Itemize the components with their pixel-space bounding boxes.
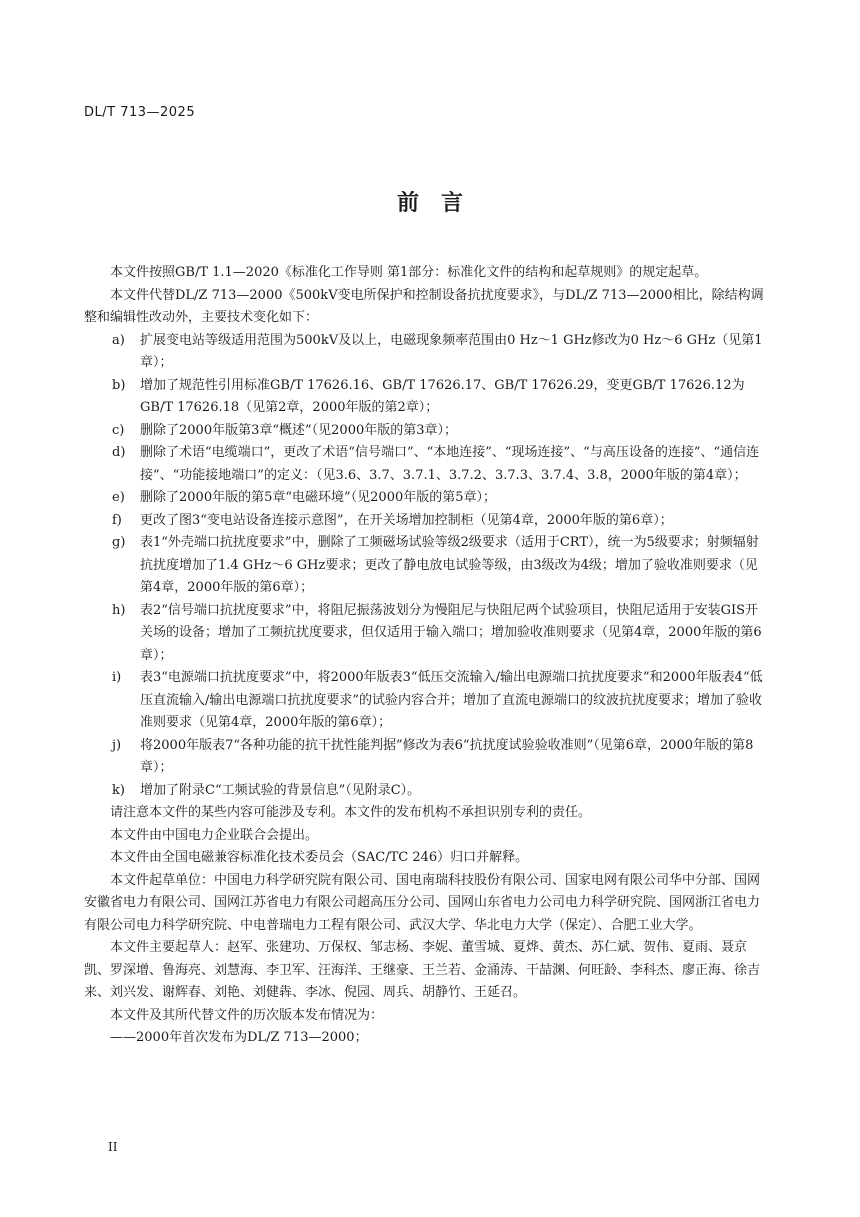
- list-marker: c): [112, 422, 125, 438]
- document-code: DL/T 713—2025: [84, 105, 196, 120]
- list-item: [84, 532, 766, 600]
- list-marker: d): [112, 445, 126, 460]
- document-body: [84, 262, 766, 1050]
- list-marker: k): [112, 782, 125, 798]
- list-marker: j): [112, 737, 122, 753]
- paragraph-replacement: 本文件代替DL/Z 713—2000《500kV变电所保护和控制设备抗扰度要求》，与DL/Z 713—2000相比，除结构调整和编辑性改动外，主要技术变化如下：: [84, 287, 764, 325]
- list-item-text: 扩展变电站等级适用范围为500kV及以上，电磁现象频率范围由0 Hz～1 GHz修改为0 Hz～6 GHz（见第1章）；: [140, 332, 763, 370]
- list-item: [84, 375, 766, 420]
- list-item: [84, 510, 766, 533]
- list-item: [84, 330, 766, 375]
- list-item-text: 表2“信号端口抗扰度要求”中，将阻尼振荡波划分为慢阻尼与快阻尼两个试验项目，快阻尼适用于安装GIS开关场的设备；增加了工频抗扰度要求，但仅适用于输入端口；增加验收准则要求（见第4章，2000年版的第6章）；: [140, 602, 762, 663]
- list-marker: b): [112, 377, 126, 393]
- paragraph-drafters: 本文件主要起草人：赵军、张建功、万保权、邹志杨、李妮、董雪城、夏烨、黄杰、苏仁斌、贺伟、夏雨、聂京凯、罗深增、鲁海亮、刘慧海、李卫军、汪海洋、王继豪、王兰若、金涌涛、干喆渊、何旺龄、李科杰、廖正海、徐吉来、刘兴发、谢辉春、刘艳、刘健犇、李冰、倪园、周兵、胡静竹、王延召。: [84, 940, 761, 1000]
- list-item-text: 表3“电源端口抗扰度要求”中，将2000年版表3“低压交流输入/输出电源端口抗扰度要求”和2000年版表4“低压直流输入/输出电源端口抗扰度要求”的试验内容合并；增加了直流电源端口的纹波抗扰度要求；增加了验收准则要求（见第4章，2000年版的第6章）；: [140, 670, 763, 730]
- list-item: [84, 442, 766, 487]
- page-number: II: [108, 1140, 118, 1154]
- list-item-text: 更改了图3“变电站设备连接示意图”，在开关场增加控制柜（见第4章，2000年版的第6章）；: [140, 512, 673, 528]
- list-item: [84, 667, 766, 735]
- paragraph-proposer: 本文件由中国电力企业联合会提出。: [110, 827, 319, 843]
- list-item-text: 增加了附录C“工频试验的背景信息”（见附录C）。: [140, 782, 421, 798]
- list-item-text: 删除了术语“电缆端口”，更改了术语“信号端口”、“本地连接”、“现场连接”、“与高压设备的连接”、“通信连接”、“功能接地端口”的定义：（见3.6、3.7、3.7.1、3.7.2、3.7.3、3.7.4、3.8，2000年版的第4章）；: [140, 445, 760, 483]
- list-item-text: 将2000年版表7“各种功能的抗干扰性能判据”修改为表6“抗扰度试验验收准则”（见第6章，2000年版的第8章）；: [140, 737, 754, 775]
- list-item: [84, 780, 766, 803]
- list-item-text: 表1“外壳端口抗扰度要求”中，删除了工频磁场试验等级2级要求（适用于CRT），统一为5级要求；射频辐射抗扰度增加了1.4 GHz～6 GHz要求；更改了静电放电试验等级，由3级改为4级；增加了验收准则要求（见第4章，2000年版的第6章）；: [140, 535, 759, 595]
- list-marker: i): [112, 670, 122, 685]
- list-marker: e): [112, 490, 125, 505]
- paragraph-patent-notice: 请注意本文件的某些内容可能涉及专利。本文件的发布机构不承担识别专利的责任。: [110, 805, 592, 820]
- list-item: [84, 735, 766, 780]
- list-marker: h): [112, 602, 126, 618]
- list-item: [84, 487, 766, 510]
- paragraph-drafting-units: 本文件起草单位：中国电力科学研究院有限公司、国电南瑞科技股份有限公司、国家电网有限公司华中分部、国网安徽省电力有限公司、国网江苏省电力有限公司超高压分公司、国网山东省电力公司电力科学研究院、国网浙江省电力有限公司电力科学研究院、中电普瑞电力工程有限公司、武汉大学、华北电力大学（保定）、合肥工业大学。: [84, 872, 761, 933]
- list-marker: f): [112, 512, 122, 528]
- list-item: [84, 600, 766, 668]
- list-item-text: 增加了规范性引用标准GB/T 17626.16、GB/T 17626.17、GB/T 17626.29，变更GB/T 17626.12为GB/T 17626.18（见第2章，2000年版的第2章）；: [140, 377, 745, 415]
- paragraph-first-release: ——2000年首次发布为DL/Z 713—2000；: [110, 1030, 368, 1045]
- changes-list: [84, 330, 766, 803]
- page-title: 前 言: [396, 191, 463, 216]
- list-marker: a): [112, 332, 125, 348]
- list-item-text: 删除了2000年版的第5章“电磁环境”（见2000年版的第5章）；: [140, 490, 497, 505]
- paragraph-version-history: 本文件及其所代替文件的历次版本发布情况为：: [110, 1007, 384, 1023]
- list-item: [84, 420, 766, 443]
- list-item-text: 删除了2000年版第3章“概述”（见2000年版的第3章）；: [140, 422, 458, 438]
- list-marker: g): [112, 535, 126, 550]
- paragraph-committee: 本文件由全国电磁兼容标准化技术委员会（SAC/TC 246）归口并解释。: [110, 850, 529, 865]
- paragraph-drafting-rule: 本文件按照GB/T 1.1—2020《标准化工作导则 第1部分：标准化文件的结构和起草规则》的规定起草。: [110, 265, 708, 280]
